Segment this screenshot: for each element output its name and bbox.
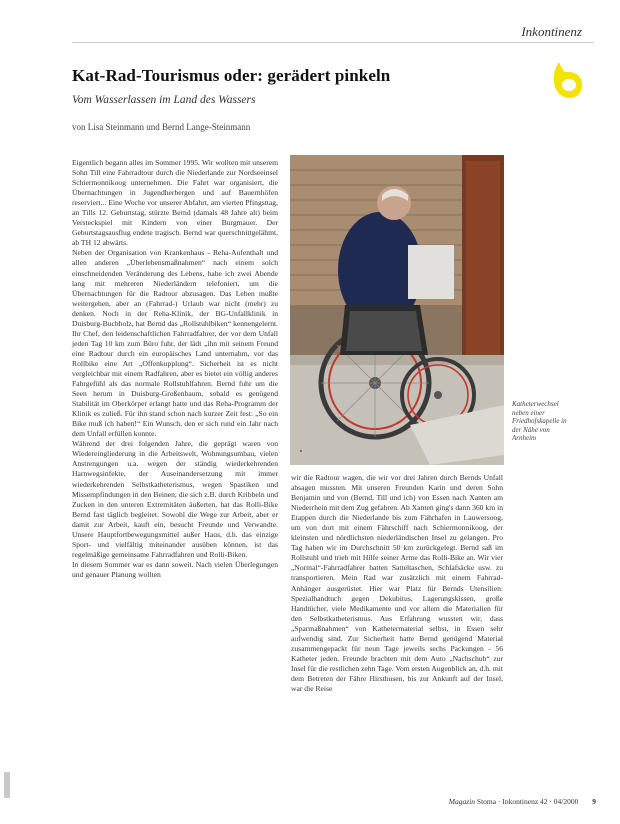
article-authors: von Lisa Steinmann und Bernd Lange-Steinmann (72, 122, 251, 132)
section-label: Inkontinenz (521, 24, 582, 39)
paragraph: In diesem Sommer war es dann soweit. Nach vielen Überlegungen und genauer Planung wollten (72, 559, 278, 579)
footer-publication: Magazin (448, 797, 476, 806)
page-number: 9 (592, 797, 596, 806)
text-column-right (291, 473, 503, 694)
paragraph: wir die Radtour wagen, die wir vor drei Jahren durch Bernds Unfall absagen mussten. Mit unseren Freunden Karin und deren Sohn Benjamin und von (Bernd, Till und ich) von Essen nach Xanten am Niederrhein mit dem Zug gefahren. Ab Xanten ging's dann 360 km in Etappen durch die Niederlande bis zum Fährhafen in Lauwersoog, um von dort mit einem Fährschiff nach Schiermonnikoog, der kleinsten und nördlichsten niederländischen Insel zu gelangen. Pro Tag haben wir im Durchschnitt 50 km zurückgelegt. Bernd saß im Rollstuhl und trieb mit Hilfe seiner Arme das Rolli-Bike an. Wir vier „Normal“-Fahrradfahrer hatten Satteltaschen, Schlafsäcke usw. zu transportieren. Mein Rad war zusätzlich mit einem Fahrrad-Anhänger ausgerüstet. Hier war Platz für Bernds Utensilien: Spezialhandtuch gegen Dekubitus, Lagerungskissen, große Handtücher, viele Medikamente und vor allem die Materialien für den Selbstkatheterismus. Aus Erfahrung wussten wir, dass „Sparmaßnahmen“ von Kathetermaterial selbst, in Essen sehr aufwendig sind. Zur Sicherheit hatte Bernd genügend Material zusammengepackt für neun Tage jeweils sechs Packungen - 56 Katheter jeden. Freunde brachten mit dem Auto „Nachschub“ zur Insel für die restlichen zehn Tage. Vom ersten Augenblick an, d.h. mit dem Betreten der Fähre Hirsthusen, bis zur Ankunft auf der Insel, war die Reise (291, 473, 503, 693)
article-title: Kat-Rad-Tourismus oder: gerädert pinkeln (72, 66, 391, 85)
photo-caption: Katheterwechsel neben einer Friedhofskapelle in der Nähe von Arnheim (512, 400, 567, 443)
text-column-left (72, 158, 278, 580)
article-subtitle: Vom Wasserlassen im Land des Wassers (72, 94, 256, 106)
wheelchair-photo (290, 155, 504, 465)
stray-mark (300, 450, 302, 452)
paragraph: Neben der Organisation von Krankenhaus - Reha-Aufenthalt und allen anderen „Überlebensmaßnahmen“ nach einem solch einschneidenden Veränderung des Lebens, habe ich zwei Abende lang mit mehreren Niederländern telefoniert, um die Übernachtungen für die Radtour abzusagen. Das Leben mußte weitergehen, aber an (Fahrrad-) Urlaub war nicht (mehr) zu denken. Noch in der Reha-Klinik, der BG-Unfallklinik in Duisburg-Buchholz, hat Bernd das „Rollstuhlbiken“ kennengelernt. Ihr Chef, den leidenschaftlichen Fahrradfahrer, der vor dem Unfall jeden Tag 10 km zum Büro fuhr, der lädt „ihn mit seinem Freund eine Radtour durch ein europäisches Land unternahm, vor das Rollbike eine Art „Offenkupplung“. Sicherheit ist es nicht vergleichbar mit einem Radfahren, aber es bietet ein völlig anderes Fahrgefühl als das normale Rollstuhlfahren. Bernd fuhr um die Seen herum in Duisburg-Großenbaum, sobald es genügend Stabilität im Oberkörper erlangt hatte und das Reha-Programm der Klinik es zuließ. Für ihn stand schon nach kurzer Zeit fest: „So ein Bike muß ich haben!“ Ein Wunsch, den er sich rund ein Jahr nach dem Unfall erfüllen konnte. (72, 248, 278, 439)
header-rule (72, 42, 594, 43)
paragraph: Eigentlich begann alles im Sommer 1995. Wir wollten mit unserem Sohn Till eine Fahrradtour durch die Niederlande zur Nordseeinsel Schiermonnikoog unternehmen. Die Fahrt war organisiert, die Übernachtungen in Jugendherbergen und auf Bauernhöfen reserviert... Eine Woche vor unserer Abfahrt, am vierten Pfingsttag, an Tills 12. Geburtstag, stürzte Bernd (damals 48 Jahre alt) beim Versteckspiel mit Kindern von einer Burgmauer. Der Geburtstagsausflug endete tragisch. Bernd war querschnittgelähmt, ab TH 12 abwärts. (72, 158, 278, 248)
margin-mark (4, 772, 10, 798)
drop-icon (550, 60, 584, 100)
page-footer (449, 797, 596, 806)
paragraph: Während der drei folgenden Jahre, die geprägt waren von Wiedereingliederung in die Arbeitswelt, Wohnungsumbau, vielen Anstrengungen u.a. wegen der ständig wiederkehrenden Harnwegsinfekte, der Auseinandersetzung mit immer wiederkehrenden Selbstkatheterismus, wegen Spastiken und Missempfindungen in den Beinen, die sich z.B. durch Kribbeln und Zucken in den unteren Extremitäten äußerten, hat das Rolli-Bike Bernd fast täglich begleitet. Sowohl die Wege zur Arbeit, aber er damit zur Arbeit, kauft ein, besucht Freunde und Verwandte. Unsere Hauptfortbewegungsmittel außer Haus, d.h. das einzige Sport- und vielfältig miteinander ausüben können, ist das regelmäßige gemeinsame Fahrradfahren und Rolli-Biken. (72, 439, 278, 559)
footer-details: Stoma · Inkontinenz 42 · 04/2000 (476, 797, 579, 806)
